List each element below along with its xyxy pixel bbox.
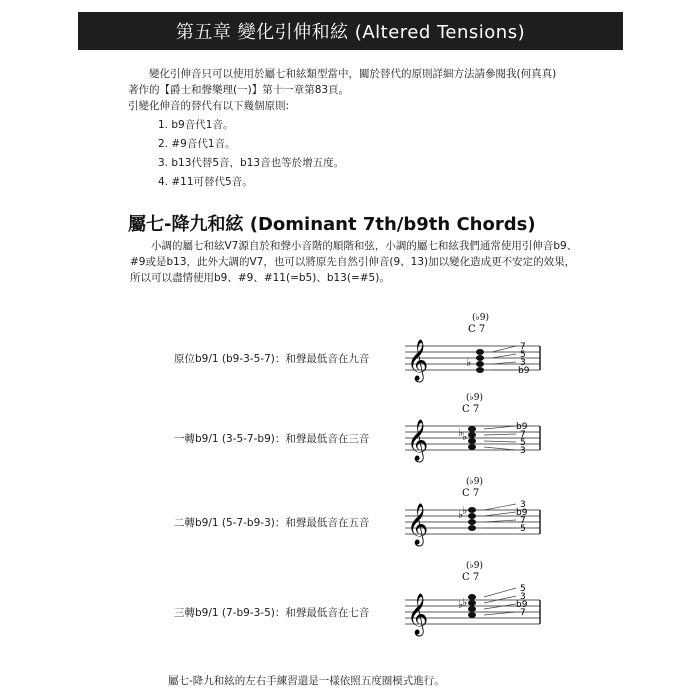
section-title: 屬七-降九和絃 (Dominant 7th/b9th Chords) bbox=[128, 214, 536, 235]
rule-item: 2. #9音代1音。 bbox=[158, 138, 236, 150]
degree-label: 5 bbox=[520, 584, 526, 594]
degree-label: 7 bbox=[520, 516, 526, 526]
svg-text:♭: ♭ bbox=[458, 508, 464, 521]
degree-label: 3 bbox=[520, 500, 526, 510]
chord-tension-label: (♭9) bbox=[466, 393, 483, 403]
degree-label: 7 bbox=[520, 342, 526, 352]
voicing-label-first-inversion: 一轉b9/1 (3-5-7-b9)：和聲最低音在三音 bbox=[174, 433, 370, 445]
degree-label: b9 bbox=[518, 366, 530, 376]
treble-clef-icon: 𝄞 bbox=[407, 420, 429, 461]
chord-symbol: C 7 bbox=[462, 404, 480, 415]
treble-clef-icon: 𝄞 bbox=[407, 504, 429, 545]
footer-note: 屬七-降九和絃的左右手練習還是一樣依照五度圈模式進行。 bbox=[168, 675, 445, 687]
degree-label: 5 bbox=[520, 438, 526, 448]
voice-leading-lines bbox=[484, 588, 516, 615]
intro-line-3: 引變化伸音的替代有以下幾個原則: bbox=[128, 100, 290, 112]
staff-first-inversion bbox=[400, 388, 550, 478]
rule-item: 3. b13代替5音，b13音也等於增五度。 bbox=[158, 157, 345, 169]
degree-label: 7 bbox=[520, 608, 526, 618]
degree-label: 3 bbox=[520, 592, 526, 602]
voicing-label-third-inversion: 三轉b9/1 (7-b9-3-5)：和聲最低音在七音 bbox=[174, 607, 370, 619]
intro-line-2: 著作的【爵士和聲樂理(一)】第十一章第83頁。 bbox=[128, 84, 350, 96]
chord-notes bbox=[458, 504, 476, 531]
degree-label: b9 bbox=[516, 508, 528, 518]
section-line-2: #9或是b13，此外大調的V7，也可以將原先自然引伸音(9、13)加以變化造成更不安定的效果， bbox=[130, 256, 576, 268]
section-line-1: 小調的屬七和絃V7源自於和聲小音階的順階和弦，小調的屬七和絃我們通常使用引伸音b9、 bbox=[151, 240, 578, 252]
degree-label: 3 bbox=[520, 358, 526, 368]
rule-item: 1. b9音代1音。 bbox=[158, 119, 234, 131]
staff-second-inversion bbox=[400, 472, 550, 562]
section-line-3: 所以可以盡情使用b9、#9、#11(=b5)、b13(=#5)。 bbox=[130, 272, 390, 284]
chord-symbol: C 7 bbox=[468, 324, 486, 335]
chord-notes bbox=[466, 349, 484, 373]
staff-svg bbox=[400, 308, 550, 398]
staff-svg bbox=[400, 472, 550, 562]
chord-tension-label: (♭9) bbox=[466, 561, 483, 571]
staff-third-inversion bbox=[400, 562, 550, 652]
staff-svg bbox=[400, 388, 550, 478]
chord-tension-label: (♭9) bbox=[472, 313, 489, 323]
chord-symbol: C 7 bbox=[462, 488, 480, 499]
section-paragraph bbox=[130, 238, 590, 286]
rule-item: 4. #11可替代5音。 bbox=[158, 176, 253, 188]
svg-text:♭: ♭ bbox=[458, 426, 464, 439]
voicing-label-root: 原位b9/1 (b9-3-5-7)：和聲最低音在九音 bbox=[174, 353, 370, 365]
svg-text:♭: ♭ bbox=[462, 430, 468, 443]
treble-clef-icon: 𝄞 bbox=[407, 594, 429, 635]
rules-list bbox=[158, 116, 344, 192]
intro-paragraph bbox=[128, 66, 598, 114]
degree-label: 7 bbox=[520, 430, 526, 440]
treble-clef-icon: 𝄞 bbox=[407, 340, 429, 381]
staff-root-position bbox=[400, 308, 550, 398]
svg-text:♭: ♭ bbox=[458, 598, 464, 611]
intro-line-1: 變化引伸音只可以使用於屬七和絃類型當中，關於替代的原則詳細方法請參閱我(何真真) bbox=[149, 68, 557, 80]
svg-text:♭: ♭ bbox=[462, 596, 468, 609]
staff-svg bbox=[400, 562, 550, 652]
voicing-label-second-inversion: 二轉b9/1 (5-7-b9-3)：和聲最低音在五音 bbox=[174, 517, 370, 529]
degree-label: 3 bbox=[520, 446, 526, 456]
chapter-title: 第五章 變化引伸和絃 (Altered Tensions) bbox=[175, 22, 526, 43]
chord-tension-label: (♭9) bbox=[466, 477, 483, 487]
chapter-header bbox=[78, 12, 623, 50]
degree-label: b9 bbox=[516, 422, 528, 432]
svg-text:♭: ♭ bbox=[466, 356, 472, 369]
chord-symbol: C 7 bbox=[462, 572, 480, 583]
svg-text:♭: ♭ bbox=[462, 504, 468, 517]
degree-label: 5 bbox=[520, 524, 526, 534]
degree-label: b9 bbox=[516, 600, 528, 610]
degree-label: 5 bbox=[520, 350, 526, 360]
